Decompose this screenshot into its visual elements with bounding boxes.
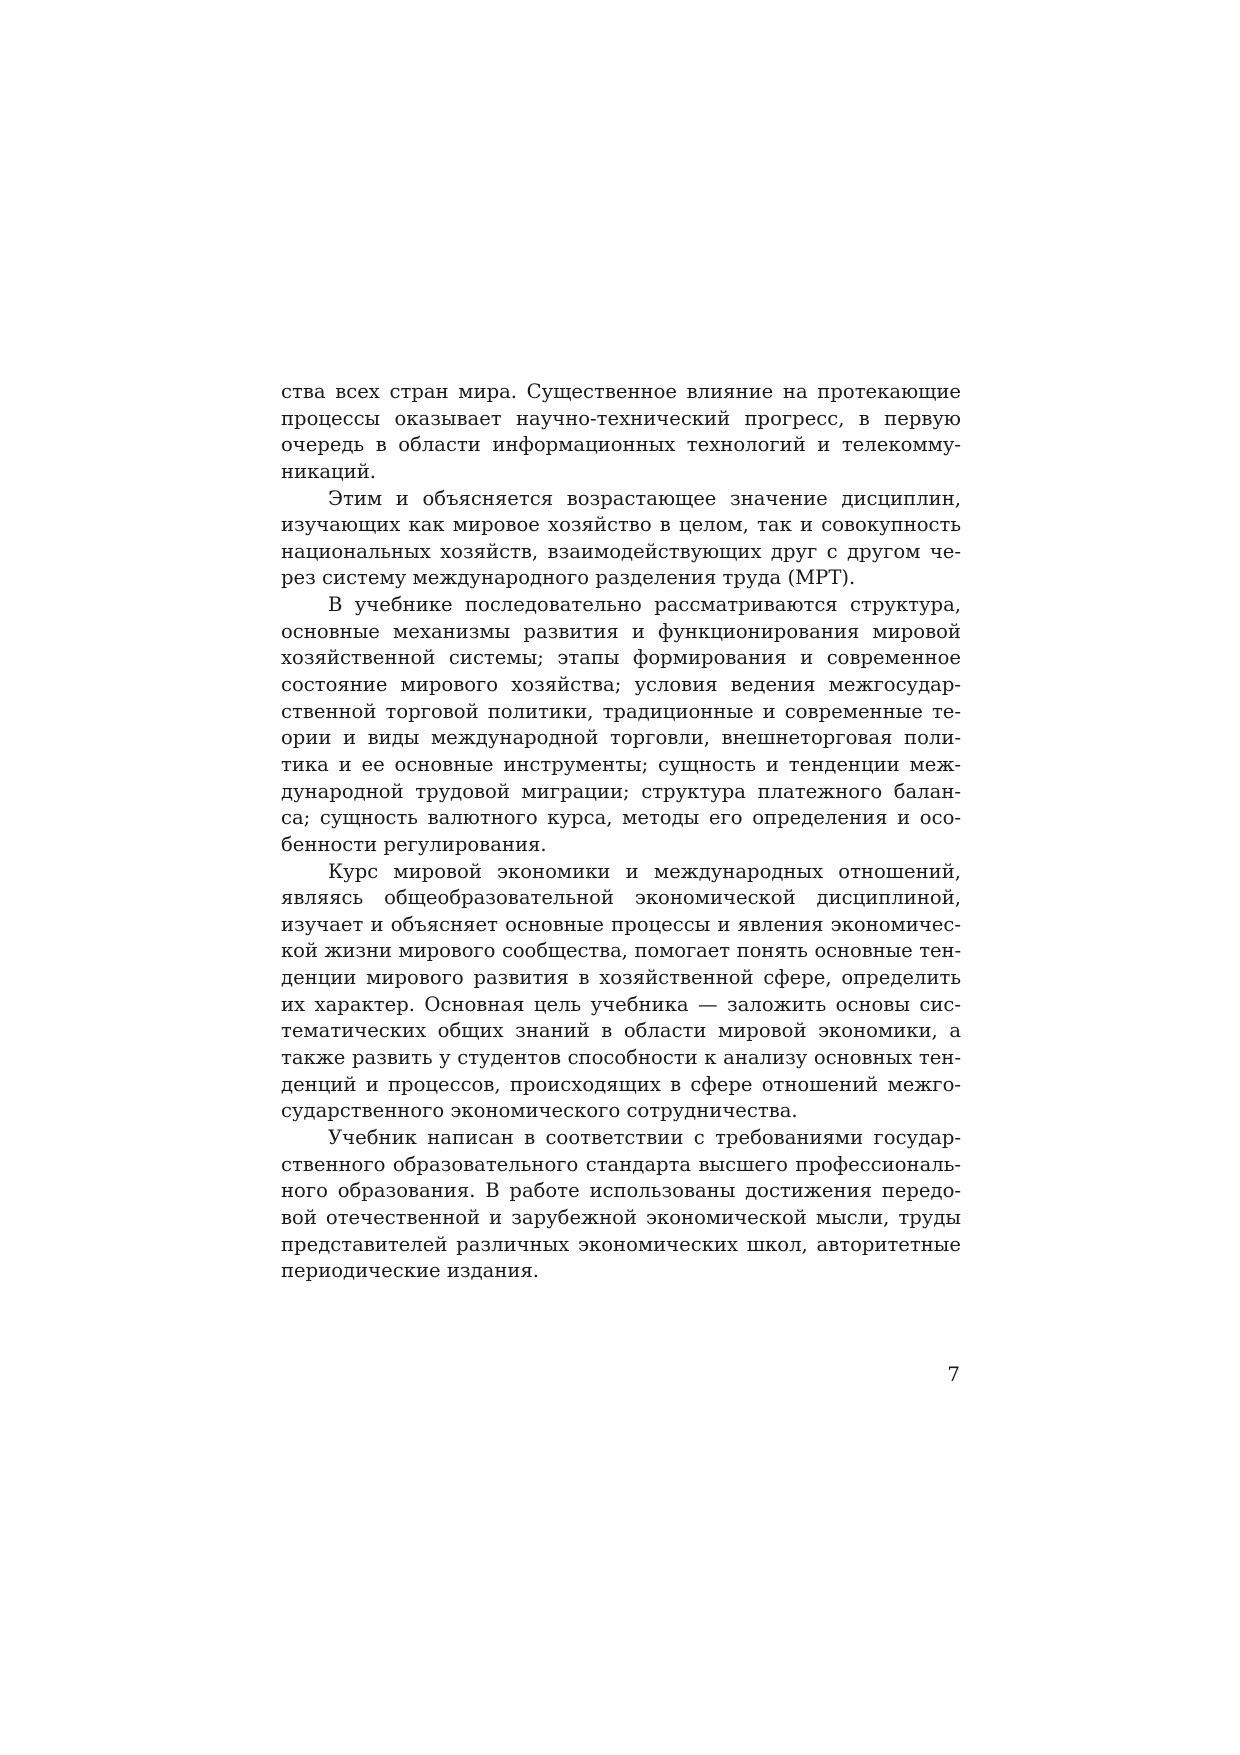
text-line: Этим и объясняется возрастающее значение дисциплин, — [328, 486, 961, 510]
text-line: очередь в области информационных технологий и телекомму- — [281, 433, 961, 457]
text-line: бенности регулирования. — [281, 832, 547, 856]
text-line: рез систему международного разделения труда (МРТ). — [281, 566, 856, 590]
text-line: ории и виды международной торговли, внешнеторговая поли- — [281, 726, 961, 750]
text-line: В учебнике последовательно рассматриваются структура, — [328, 593, 961, 617]
text-line: являясь общеобразовательной экономической дисциплиной, — [281, 886, 961, 910]
text-line: их характер. Основная цель учебника — заложить основы сис- — [281, 992, 961, 1016]
text-line: хозяйственной системы; этапы формирования и современное — [281, 646, 961, 670]
text-line: ства всех стран мира. Существенное влияние на протекающие — [281, 380, 961, 403]
text-line: периодические издания. — [281, 1259, 540, 1283]
text-line: тика и ее основные инструменты; сущность и тенденции меж- — [281, 752, 961, 776]
text-line: процессы оказывает научно-технический прогресс, в первую — [281, 406, 961, 430]
text-line: са; сущность валютного курса, методы его определения и осо- — [281, 806, 961, 830]
text-line: денций и процессов, происходящих в сфере отношений межго- — [281, 1072, 961, 1096]
text-line: также развить у студентов способности к анализу основных тен- — [281, 1046, 961, 1070]
text-line: национальных хозяйств, взаимодействующих друг с другом че- — [281, 539, 961, 563]
page-number: 7 — [947, 1362, 960, 1386]
text-line: ного образования. В работе использованы достижения передо- — [281, 1179, 961, 1203]
text-line: изучает и объясняет основные процессы и явления экономичес- — [281, 912, 961, 936]
body-text — [281, 379, 961, 1285]
text-line: Курс мировой экономики и международных отношений, — [328, 859, 961, 883]
text-line: Учебник написан в соответствии с требованиями государ- — [328, 1125, 961, 1149]
text-line: тематических общих знаний в области мировой экономики, а — [281, 1019, 961, 1043]
text-line: состояние мирового хозяйства; условия ведения межгосудар- — [281, 673, 961, 697]
text-line: основные механизмы развития и функционирования мировой — [281, 619, 961, 643]
text-line: денции мирового развития в хозяйственной сфере, определить — [281, 966, 961, 990]
text-line: ственной торговой политики, традиционные и современные те- — [281, 699, 961, 723]
text-line: представителей различных экономических школ, авторитетные — [281, 1232, 961, 1256]
text-line: ственного образовательного стандарта высшего профессиональ- — [281, 1152, 961, 1176]
text-line: изучающих как мировое хозяйство в целом, так и совокупность — [281, 513, 961, 537]
text-line: кой жизни мирового сообщества, помогает понять основные тен- — [281, 939, 961, 963]
text-line: сударственного экономического сотрудничества. — [281, 1099, 798, 1123]
text-line: дународной трудовой миграции; структура платежного балан- — [281, 779, 961, 803]
text-line: никаций. — [281, 459, 376, 483]
text-line: вой отечественной и зарубежной экономической мысли, труды — [281, 1205, 961, 1229]
